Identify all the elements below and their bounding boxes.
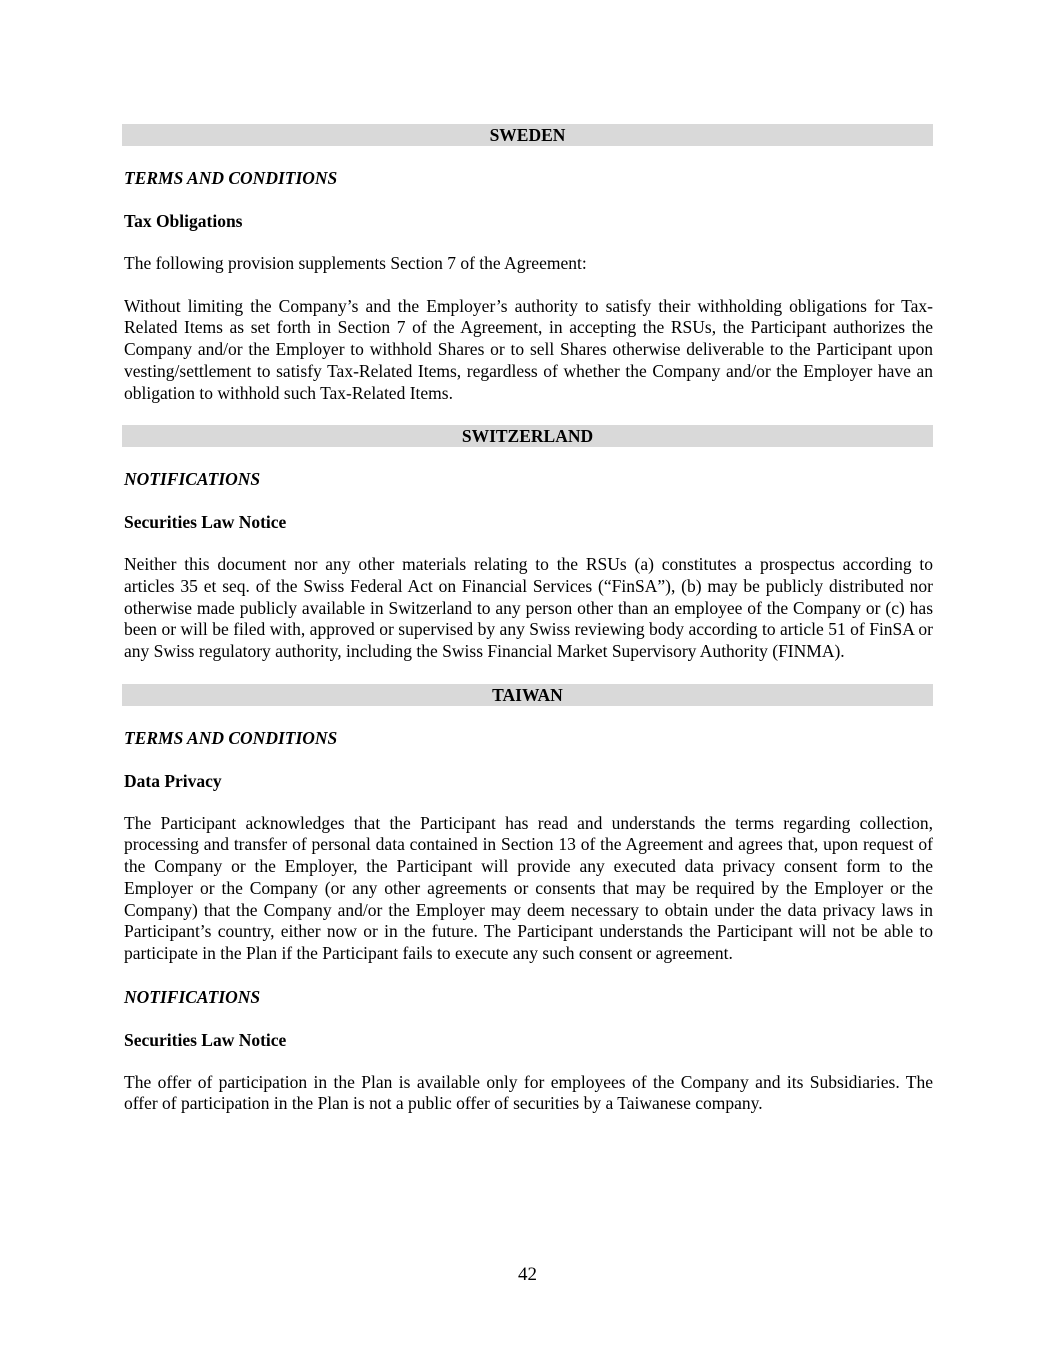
subsection-heading: Securities Law Notice: [124, 1029, 287, 1050]
body-paragraph: Neither this document nor any other materials relating to the RSUs (a) constitutes a prospectus according to articles 35 et seq. of the Swiss Federal Act on Financial Services (“FinSA”), (b) may be publicly distributed nor otherwise made publicly available in Switzerland to any person other than an employee of the Company or (c) has been or will be filed with, approved or supervised by any Swiss reviewing body according to article 51 of FinSA or any Swiss regulatory authority, including the Swiss Financial Market Supervisory Authority (FINMA).: [124, 554, 933, 662]
category-label: NOTIFICATIONS: [124, 986, 261, 1007]
subsection-heading: Data Privacy: [124, 770, 222, 791]
country-heading-band: TAIWAN: [122, 684, 933, 706]
document-body: [122, 124, 933, 1115]
section-switzerland: [122, 425, 933, 663]
body-paragraph: The Participant acknowledges that the Participant has read and understands the terms regarding collection, processing and transfer of personal data contained in Section 13 of the Agreement and agrees that, upon request of the Company or the Employer, the Participant will provide any executed data privacy consent form to the Employer or the Company (or any other agreements or consents that may be required by the Employer or the Company) that the Company and/or the Employer may deem necessary to obtain under the data privacy laws in Participant’s country, either now or in the future. The Participant understands the Participant will not be able to participate in the Plan if the Participant fails to execute any such consent or agreement.: [124, 812, 933, 963]
section-taiwan: [122, 684, 933, 1115]
category-label: NOTIFICATIONS: [124, 469, 261, 490]
subsection-heading: Securities Law Notice: [124, 512, 287, 533]
country-heading-band: SWEDEN: [122, 124, 933, 146]
country-heading-band: SWITZERLAND: [122, 425, 933, 447]
body-paragraph: The following provision supplements Section 7 of the Agreement:: [124, 253, 587, 273]
page-number: 42: [518, 1264, 537, 1285]
body-paragraph: The offer of participation in the Plan is available only for employees of the Company and its Subsidiaries. The offer of participation in the Plan is not a public offer of securities by a Taiwanese company.: [124, 1071, 933, 1114]
body-paragraph: Without limiting the Company’s and the Employer’s authority to satisfy their withholding obligations for Tax-Related Items as set forth in Section 7 of the Agreement, in accepting the RSUs, the Participant authorizes the Company and/or the Employer to withhold Shares or to sell Shares otherwise deliverable to the Participant upon vesting/settlement to satisfy Tax-Related Items, regardless of whether the Company and/or the Employer have an obligation to withhold such Tax-Related Items.: [124, 295, 933, 403]
category-label: TERMS AND CONDITIONS: [124, 168, 338, 188]
section-sweden: [122, 124, 933, 404]
category-label: TERMS AND CONDITIONS: [124, 727, 338, 748]
subsection-heading: Tax Obligations: [124, 211, 243, 231]
